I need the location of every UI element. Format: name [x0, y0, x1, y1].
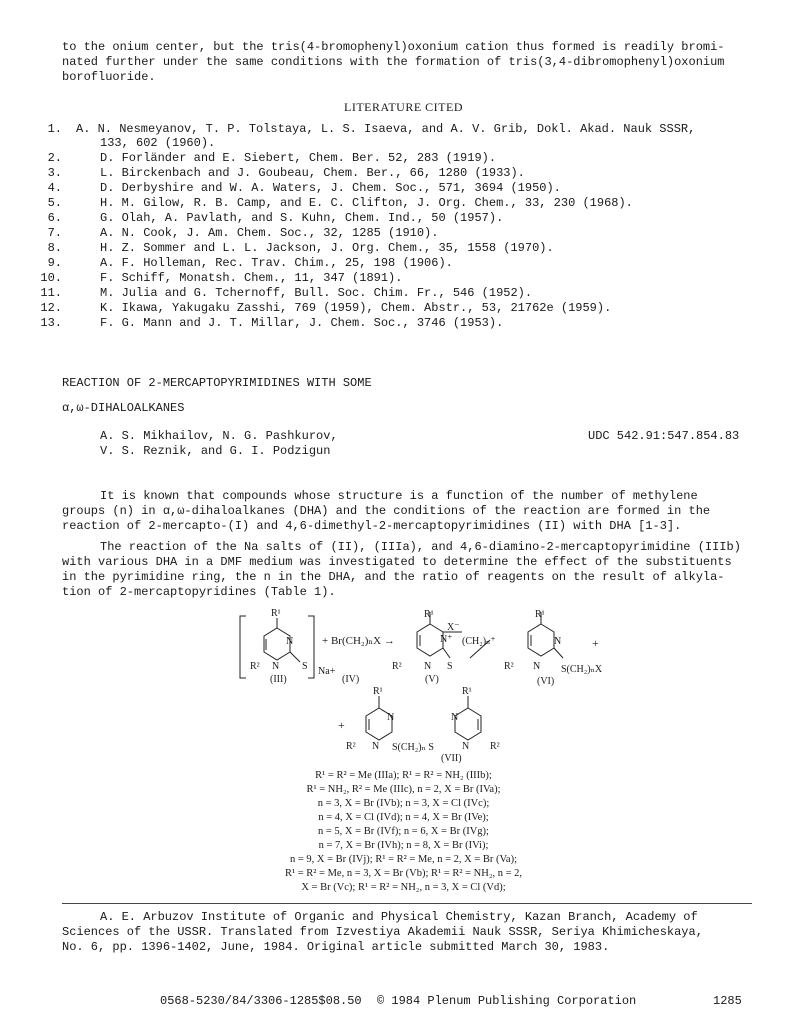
reference-text: M. Julia and G. Tchernoff, Bull. Soc. Chim. Fr., 546 (1952).	[100, 286, 533, 300]
body-line: groups (n) in α,ω-dihaloalkanes (DHA) and the conditions of the reaction are formed in the	[62, 504, 711, 518]
bond	[443, 648, 450, 658]
article-title: α,ω-DIHALOALKANES	[62, 401, 185, 415]
atom-n-plus: N⁺	[440, 634, 453, 645]
footnote-line: A. E. Arbuzov Institute of Organic and Physical Chemistry, Kazan Branch, Academy of	[100, 910, 698, 924]
substituent-r2: R²	[392, 661, 402, 672]
compound-label-vi: (VI)	[537, 676, 555, 687]
intro-line: borofluoride.	[62, 70, 156, 84]
reference-text: K. Ikawa, Yakugaku Zasshi, 769 (1959), Chem. Abstr., 53, 21762e (1959).	[100, 301, 612, 315]
compound-label-v: (V)	[425, 674, 439, 685]
legend-line: n = 3, X = Br (IVb); n = 3, X = Cl (IVc);	[317, 798, 490, 809]
intro-line: nated further under the same conditions with the formation of tris(3,4-dibromophenyl)oxonium	[62, 55, 725, 69]
substituent-r2: R²	[504, 661, 514, 672]
reference-number: 4.	[47, 181, 62, 195]
bond	[290, 652, 300, 662]
side-chain: S(CH₂)ₙX	[561, 664, 603, 675]
reference-number: 12.	[40, 301, 62, 315]
body-line: The reaction of the Na salts of (II), (IIIa), and 4,6-diamino-2-mercaptopyrimidine (IIIb)	[100, 540, 741, 554]
right-bracket	[308, 616, 314, 678]
atom-n: N	[533, 661, 541, 672]
legend-line: R¹ = R² = Me (IIIa); R¹ = R² = NH₂ (IIIb);	[315, 770, 492, 781]
reference-text: 133, 602 (1960).	[100, 136, 216, 150]
atom-n: N	[451, 712, 459, 723]
atom-n: N	[372, 741, 380, 752]
legend-line: n = 9, X = Br (IVj); R¹ = R² = Me, n = 2, X = Br (Va);	[289, 854, 518, 865]
reference-text: A. N. Nesmeyanov, T. P. Tolstaya, L. S. Isaeva, and A. V. Grib, Dokl. Akad. Nauk SSSR,	[76, 122, 696, 136]
legend-line: n = 7, X = Br (IVh); n = 8, X = Br (IVi);	[318, 840, 489, 851]
chain-cation: (CH₂)ₙ⁺	[462, 636, 496, 647]
reference-text: A. F. Holleman, Rec. Trav. Chim., 25, 198 (1906).	[100, 256, 453, 270]
legend-line: X = Br (Vc); R¹ = R² = NH₂, n = 3, X = Cl (Vd);	[301, 882, 506, 893]
footnote-line: Sciences of the USSR. Translated from Izvestiya Akademii Nauk SSSR, Seriya Khimicheskaya,	[62, 925, 703, 939]
atom-n: N	[286, 636, 294, 647]
body-line: It is known that compounds whose structure is a function of the number of methylene	[100, 489, 698, 503]
reference-number: 2.	[47, 151, 62, 165]
counterion-x: X⁻	[447, 622, 460, 633]
pyrimidine-ring-vi	[528, 624, 554, 656]
reference-text: H. M. Gilow, R. B. Camp, and E. C. Clifton, J. Org. Chem., 33, 230 (1968).	[100, 196, 633, 210]
body-line: in the pyrimidine ring, the n in the DHA, and the ratio of reagents on the result of alkyla-	[62, 570, 725, 584]
bridge-chain: S(CH₂)ₙ S	[392, 742, 434, 753]
reference-text: F. G. Mann and J. T. Millar, J. Chem. Soc., 3746 (1953).	[100, 316, 504, 330]
legend-line: n = 5, X = Br (IVf); n = 6, X = Br (IVg);	[318, 826, 489, 837]
body-line: with various DHA in a DMF medium was investigated to determine the effect of the substituents	[62, 555, 732, 569]
literature-heading: LITERATURE CITED	[344, 100, 463, 114]
pyrimidine-ring-vii-b	[455, 708, 481, 740]
page-number: 1285	[713, 994, 742, 1008]
substituent-r1: R¹	[424, 609, 434, 620]
atom-n: N	[554, 636, 562, 647]
intro-line: to the onium center, but the tris(4-bromophenyl)oxonium cation thus formed is readily bromi-	[62, 40, 725, 54]
reference-text: H. Z. Sommer and L. L. Jackson, J. Org. Chem., 35, 1558 (1970).	[100, 241, 554, 255]
reference-number: 10.	[40, 271, 62, 285]
substituent-r2: R²	[490, 741, 500, 752]
footnote-line: No. 6, pp. 1396-1402, June, 1984. Original article submitted March 30, 1983.	[62, 940, 610, 954]
substituent-r2: R²	[346, 741, 356, 752]
reference-number: 7.	[47, 226, 62, 240]
reference-number: 13.	[40, 316, 62, 330]
plus-sign: +	[338, 718, 345, 732]
reference-number: 9.	[47, 256, 62, 270]
footer-copyright: © 1984 Plenum Publishing Corporation	[377, 994, 637, 1008]
authors: V. S. Reznik, and G. I. Podzigun	[100, 444, 331, 458]
body-line: tion of 2-mercaptopyridines (Table 1).	[62, 585, 336, 599]
legend-line: n = 4, X = Cl (IVd); n = 4, X = Br (IVe);	[318, 812, 489, 823]
body-line: reaction of 2-mercapto-(I) and 4,6-dimethyl-2-mercaptopyrimidines (II) with DHA [1-3].	[62, 519, 682, 533]
reference-text: D. Derbyshire and W. A. Waters, J. Chem. Soc., 571, 3694 (1950).	[100, 181, 561, 195]
reference-text: A. N. Cook, J. Am. Chem. Soc., 32, 1285 (1910).	[100, 226, 439, 240]
reference-number: 3.	[47, 166, 62, 180]
atom-s: S	[447, 661, 453, 672]
reference-text: F. Schiff, Monatsh. Chem., 11, 347 (1891).	[100, 271, 403, 285]
udc-code: UDC 542.91:547.854.83	[588, 429, 740, 443]
reference-text: L. Birckenbach and J. Goubeau, Chem. Ber., 66, 1280 (1933).	[100, 166, 525, 180]
reference-number: 11.	[40, 286, 62, 300]
reference-number: 1.	[47, 122, 62, 136]
compound-label-vii: (VII)	[441, 753, 462, 764]
reference-number: 8.	[47, 241, 62, 255]
authors: A. S. Mikhailov, N. G. Pashkurov,	[100, 429, 338, 443]
footnote-divider	[62, 903, 752, 904]
compound-label-iii: (III)	[270, 674, 287, 685]
substituent-r1: R¹	[535, 609, 545, 620]
substituent-r2: R²	[250, 661, 260, 672]
substituent-r1: R¹	[462, 686, 472, 697]
legend-line: R¹ = R² = Me, n = 3, X = Br (Vb); R¹ = R² = NH₂, n = 2,	[284, 868, 523, 879]
plus-sign: +	[592, 636, 599, 650]
reference-number: 6.	[47, 211, 62, 225]
legend-line: R¹ = NH₂, R² = Me (IIIc), n = 2, X = Br (IVa);	[306, 784, 501, 795]
reagent-arrow: + Br(CH₂)ₙX →	[322, 635, 395, 647]
substituent-r1: R¹	[271, 608, 281, 619]
atom-n: N	[387, 712, 395, 723]
footer-code: 0568-5230/84/3306-1285$08.50	[160, 994, 362, 1008]
atom-n: N	[462, 741, 470, 752]
article-title: REACTION OF 2-MERCAPTOPYRIMIDINES WITH SOME	[62, 376, 372, 390]
sodium-cation: Na+	[318, 666, 336, 677]
atom-s: S	[302, 661, 308, 672]
left-bracket	[240, 616, 246, 678]
bond	[554, 648, 563, 658]
compound-label-iv: (IV)	[342, 674, 360, 685]
atom-n: N	[424, 661, 432, 672]
reference-number: 5.	[47, 196, 62, 210]
atom-n: N	[272, 661, 280, 672]
reference-text: D. Forländer and E. Siebert, Chem. Ber. 52, 283 (1919).	[100, 151, 497, 165]
reference-text: G. Olah, A. Pavlath, and S. Kuhn, Chem. Ind., 50 (1957).	[100, 211, 504, 225]
substituent-r1: R¹	[373, 686, 383, 697]
